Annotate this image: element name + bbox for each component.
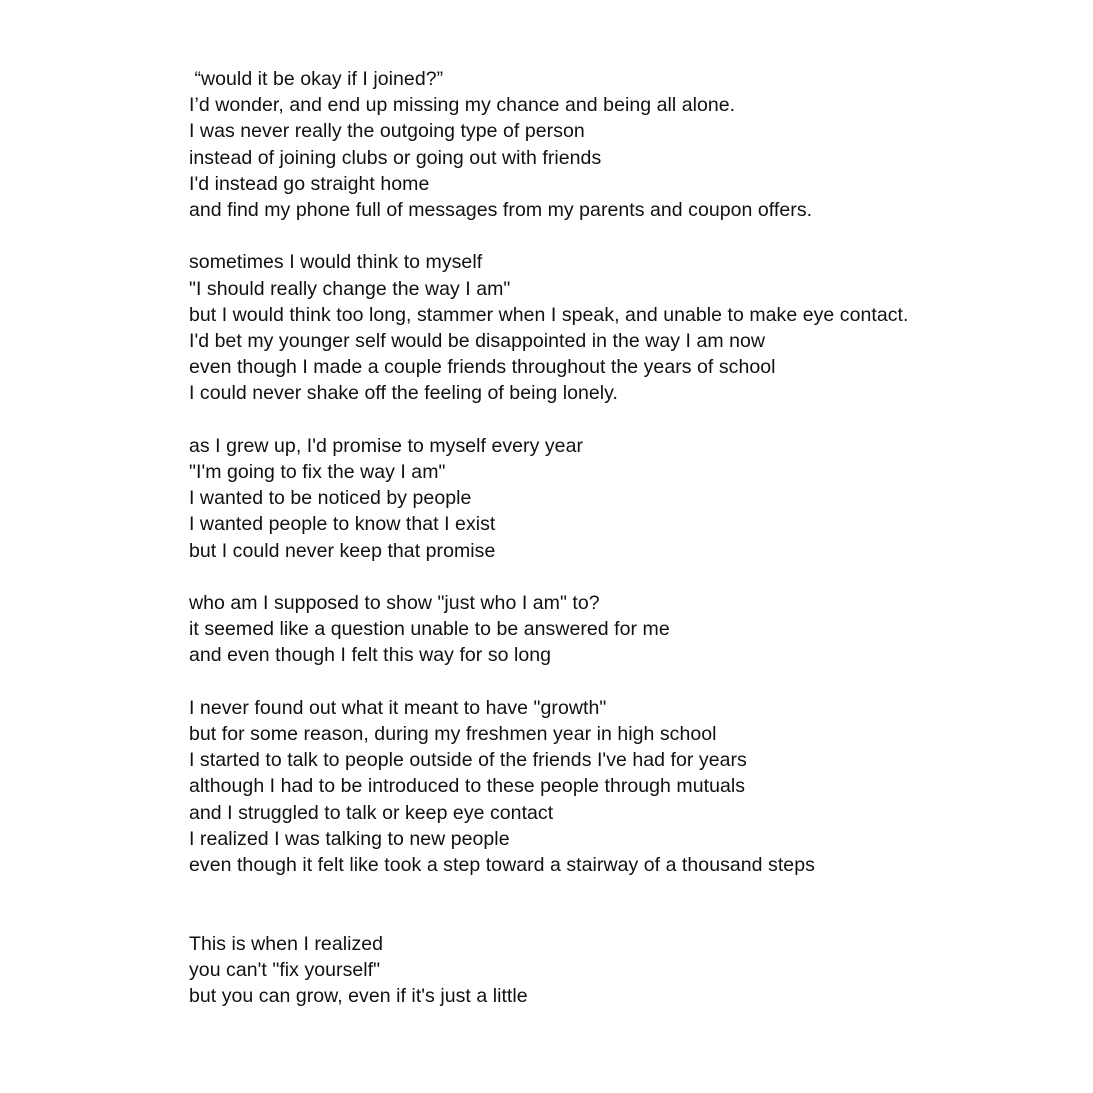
poem-line: I’d wonder, and end up missing my chance and being all alone. <box>189 94 736 117</box>
poem-line: I'd instead go straight home <box>189 172 430 195</box>
poem-line: it seemed like a question unable to be answered for me <box>189 618 670 641</box>
poem-line: even though I made a couple friends throughout the years of school <box>189 356 776 379</box>
stanza-5 <box>189 695 1049 878</box>
poem-line: sometimes I would think to myself <box>189 251 483 274</box>
poem-line: as I grew up, I'd promise to myself every year <box>189 434 584 457</box>
poem-line: and find my phone full of messages from my parents and coupon offers. <box>189 199 813 222</box>
poem-line: “would it be okay if I joined?” <box>189 68 444 90</box>
poem-line: although I had to be introduced to these people through mutuals <box>189 775 746 798</box>
poem-line: and even though I felt this way for so long <box>189 644 552 667</box>
poem-line: instead of joining clubs or going out with friends <box>189 146 602 169</box>
poem-line: This is when I realized <box>189 932 384 955</box>
poem-line: and I struggled to talk or keep eye contact <box>189 801 554 824</box>
poem-text <box>189 66 1049 1035</box>
poem-line: I realized I was talking to new people <box>189 827 510 850</box>
poem-line: I'd bet my younger self would be disappointed in the way I am now <box>189 330 766 353</box>
poem-line: I was never really the outgoing type of person <box>189 120 585 143</box>
poem-line: "I'm going to fix the way I am" <box>189 461 446 484</box>
poem-line: I could never shake off the feeling of being lonely. <box>189 382 618 405</box>
poem-line: "I should really change the way I am" <box>189 277 511 300</box>
poem-line: but I could never keep that promise <box>189 539 496 562</box>
poem-line: but you can grow, even if it's just a little <box>189 985 528 1008</box>
poem-line: I wanted to be noticed by people <box>189 487 472 510</box>
poem-line: I wanted people to know that I exist <box>189 513 496 536</box>
poem-line: even though it felt like took a step toward a stairway of a thousand steps <box>189 854 815 877</box>
poem-line: you can't "fix yourself" <box>189 958 381 981</box>
poem-line: I never found out what it meant to have "growth" <box>189 696 607 719</box>
stanza-4 <box>189 590 1049 669</box>
poem-line: who am I supposed to show "just who I am" to? <box>189 592 600 615</box>
poem-line: but for some reason, during my freshmen year in high school <box>189 723 717 746</box>
stanza-6 <box>189 931 1049 1010</box>
poem-line: but I would think too long, stammer when I speak, and unable to make eye contact. <box>189 303 909 326</box>
poem-line: I started to talk to people outside of the friends I've had for years <box>189 749 747 772</box>
stanza-1 <box>189 66 1049 223</box>
stanza-3 <box>189 433 1049 564</box>
stanza-2 <box>189 249 1049 406</box>
